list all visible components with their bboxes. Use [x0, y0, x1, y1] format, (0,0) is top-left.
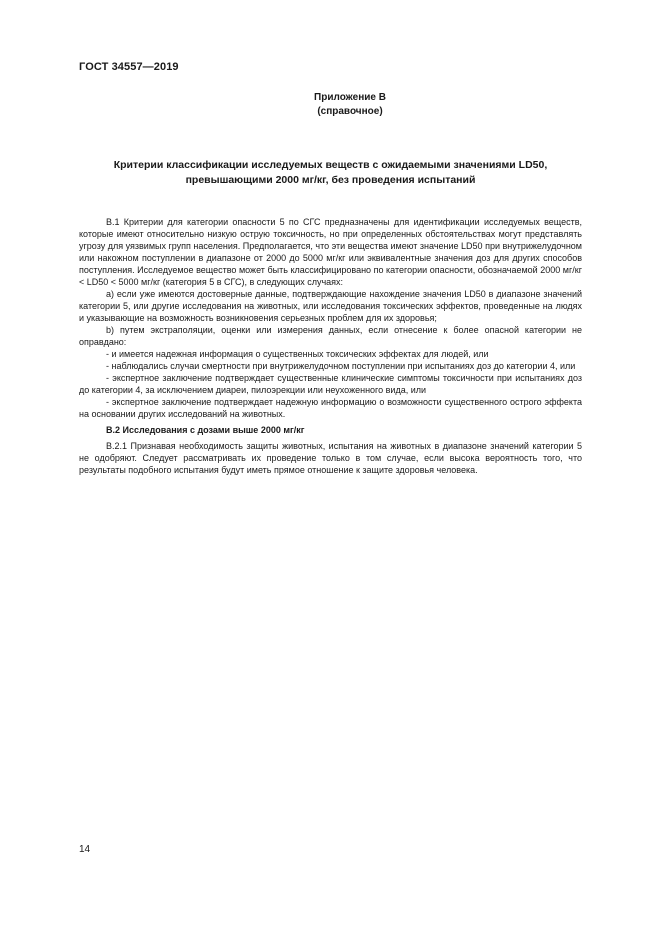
paragraph-b21: В.2.1 Признавая необходимость защиты животных, испытания на животных в диапазоне значений категории 5 не одобряют. Следует рассматривать их проведение только в том случае, если высока вероятность того, что результаты подобного испытания будут иметь прямое отношение к защите здоровья человека.	[79, 441, 582, 475]
paragraph-b1: В.1 Критерии для категории опасности 5 по СГС предназначены для идентификации исследуемых веществ, которые имеют относительно низкую острую токсичность, но при определенных обстоятельствах могут представлять угрозу для уязвимых групп населения. Предполагается, что эти вещества имеют значение LD50 при внутрижелудочном или накожном поступлении в диапазоне от 2000 до 5000 мг/кг или эквивалентные значения доз для других способов поступления. Исследуемое вещество может быть классифицировано по категории опасности, обозначаемой 2000 мг/кг < LD50 < 5000 мг/кг (категория 5 в СГС), в следующих случаях:	[79, 217, 582, 287]
section-title-line-2: превышающими 2000 мг/кг, без проведения испытаний	[185, 174, 476, 186]
section-title-line-1: Критерии классификации исследуемых веществ с ожидаемыми значениями LD50,	[113, 159, 548, 171]
paragraph-dash-2: - наблюдались случаи смертности при внутрижелудочном поступлении при испытаниях доз до категории 4, или	[106, 361, 576, 371]
paragraph-dash-4: - экспертное заключение подтверждает надежную информацию о возможности существенного острого эффекта на основании других исследований на животных.	[79, 397, 582, 419]
paragraph-dash-1: - и имеется надежная информация о существенных токсических эффектах для людей, или	[106, 349, 489, 359]
subsection-heading-b2: В.2 Исследования с дозами выше 2000 мг/кг	[106, 425, 305, 435]
standard-designation: ГОСТ 34557—2019	[79, 61, 179, 73]
paragraph-item-a: а) если уже имеются достоверные данные, подтверждающие нахождение значения LD50 в диапазоне значений категории 5, или другие исследования на животных, или исследования токсических эффектов, проведенные на людях и указывающие на возможность возникновения серьезных проблем для их здоровья;	[79, 289, 582, 323]
document-body	[79, 216, 582, 476]
annex-title: Приложение В	[314, 92, 386, 103]
paragraph-dash-3: - экспертное заключение подтверждает существенные клинические симптомы токсичности при испытаниях доз до категории 4, за исключением диареи, пилоэрекции или неухоженного вида, или	[79, 373, 582, 395]
annex-note: (справочное)	[317, 106, 383, 117]
annex-heading	[200, 91, 500, 119]
paragraph-item-b: b) путем экстраполяции, оценки или измерения данных, если отнесение к более опасной категории не оправдано:	[79, 325, 582, 347]
section-title	[79, 158, 582, 188]
page-number: 14	[79, 844, 91, 855]
